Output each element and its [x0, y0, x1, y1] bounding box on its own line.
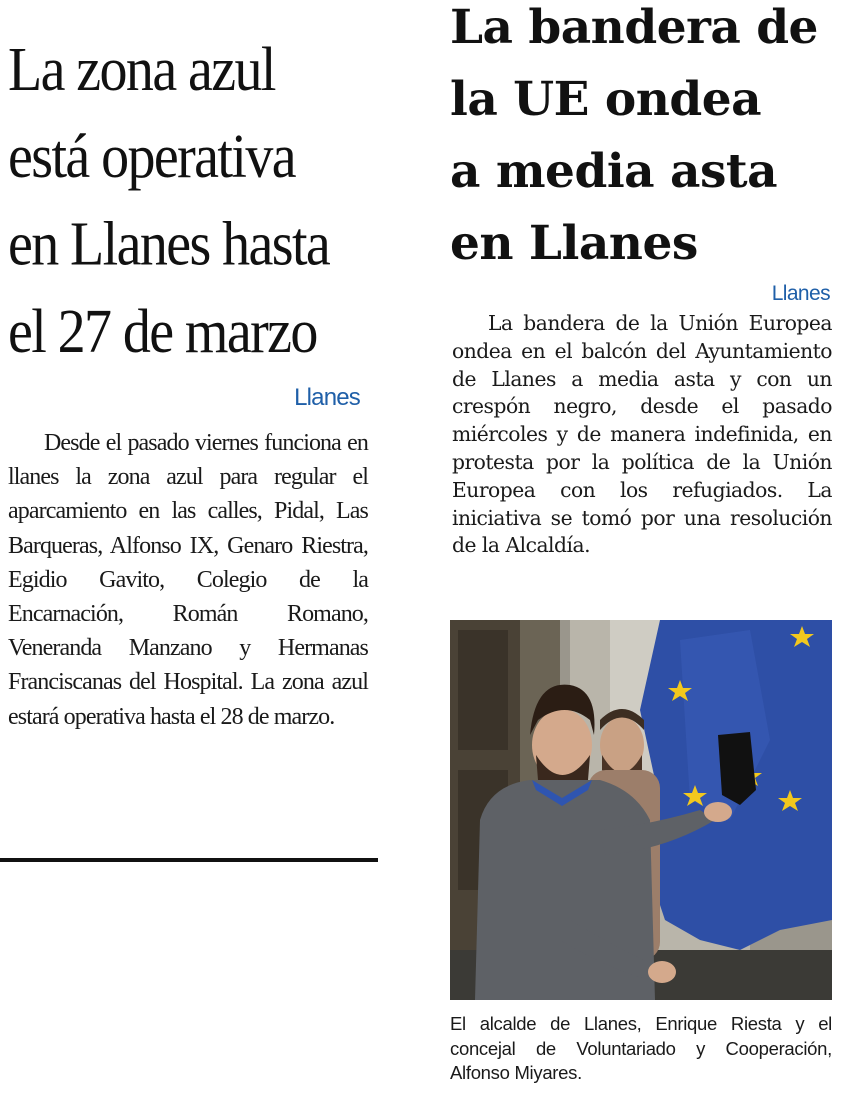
left-headline [8, 26, 368, 375]
left-section-label: Llanes [294, 384, 360, 411]
left-headline-line: está operativa [8, 122, 295, 192]
right-headline-line: en Llanes [450, 216, 698, 271]
left-headline-line: La zona azul [8, 34, 275, 105]
left-headline-line: el 27 de marzo [8, 297, 317, 367]
right-article-body: La bandera de la Unión Europea ondea en el balcón del Ayuntamiento de Llanes a media asta y con un crespón negro, desde el pasado miércoles y de manera indefinida, en protesta por la política de la Unión Europea con los refugiados. La iniciativa se tomó por una resolución de la Alcaldía. [452, 311, 832, 558]
article-photo [450, 620, 832, 1000]
left-article [8, 26, 368, 730]
right-headline-line: La bandera de [450, 0, 818, 55]
right-headline-line: a media asta [450, 144, 778, 199]
photo-illustration [450, 620, 832, 1000]
right-section-label: Llanes [771, 282, 830, 305]
right-headline [450, 0, 850, 280]
left-headline-line: en Llanes hasta [8, 209, 330, 280]
right-headline-line: la UE ondea [450, 72, 762, 127]
left-article-body: Desde el pasado viernes funciona en llanes la zona azul para regular el aparcamiento en las calles, Pidal, Las Barqueras, Alfonso IX, Genaro Riestra, Egidio Gavito, Colegio de la Encarnación, Román Romano, Veneranda Manzano y Hermanas Franciscanas del Hospital. La zona azul estará operativa hasta el 28 de marzo. [8, 430, 368, 730]
column-rule [0, 858, 378, 862]
photo-caption: El alcalde de Llanes, Enrique Riesta y el concejal de Voluntariado y Cooperación, Alfonso Miyares. [450, 1013, 832, 1083]
